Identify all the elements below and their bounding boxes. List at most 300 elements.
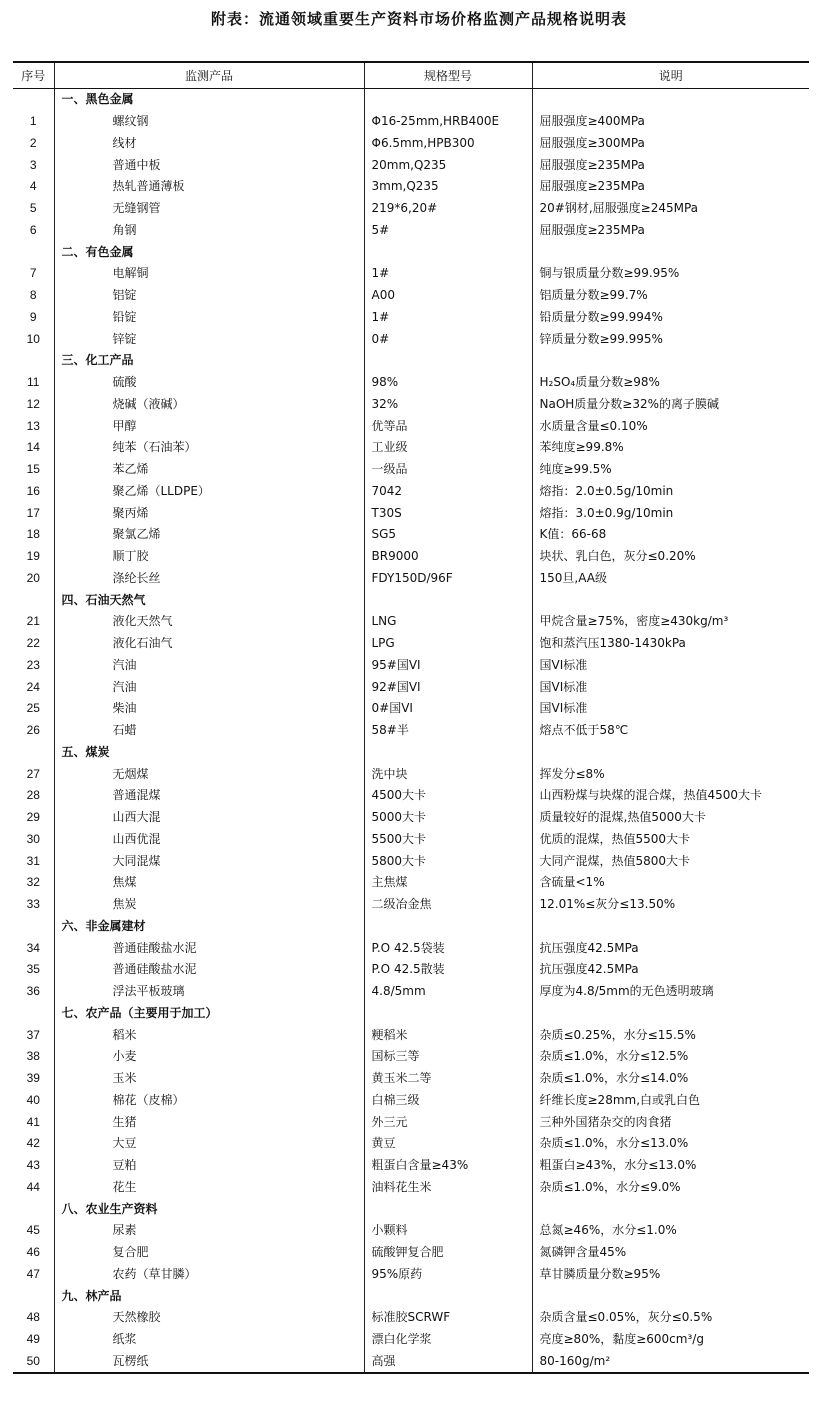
spec-model: 油料花生米 bbox=[364, 1177, 532, 1199]
row-number: 40 bbox=[26, 1092, 40, 1107]
description: 三种外国猪杂交的肉食猪 bbox=[532, 1111, 809, 1133]
category-row bbox=[13, 89, 809, 111]
product-name: 甲醇 bbox=[54, 415, 364, 437]
description: 20#钢材,屈服强度≥245MPa bbox=[532, 198, 809, 220]
table-row bbox=[13, 459, 809, 481]
spec-model: 58#半 bbox=[364, 720, 532, 742]
spec-model: FDY150D/96F bbox=[364, 568, 532, 590]
table-row bbox=[13, 720, 809, 742]
spec-model: 黄玉米二等 bbox=[364, 1068, 532, 1090]
spec-model: 硫酸钾复合肥 bbox=[364, 1242, 532, 1264]
description: 大同产混煤，热值5800大卡 bbox=[532, 850, 809, 872]
table-row bbox=[13, 1046, 809, 1068]
description: 杂质≤1.0%，水分≤14.0% bbox=[532, 1068, 809, 1090]
spec-model: 20mm,Q235 bbox=[364, 154, 532, 176]
spec-model: Φ16-25mm,HRB400E bbox=[364, 111, 532, 133]
row-number: 43 bbox=[26, 1158, 40, 1173]
spec-model: 外三元 bbox=[364, 1111, 532, 1133]
description: 抗压强度42.5MPa bbox=[532, 959, 809, 981]
row-number: 35 bbox=[26, 962, 40, 977]
description: 含硫量<1% bbox=[532, 872, 809, 894]
table-row bbox=[13, 546, 809, 568]
row-number: 15 bbox=[26, 462, 40, 477]
row-number: 37 bbox=[26, 1027, 40, 1042]
row-number: 2 bbox=[29, 135, 37, 150]
category-desc-cell bbox=[532, 241, 809, 263]
category-spec-cell bbox=[364, 241, 532, 263]
product-name: 聚丙烯 bbox=[54, 502, 364, 524]
description: 山西粉煤与块煤的混合煤，热值4500大卡 bbox=[532, 785, 809, 807]
spec-model: 0#国VI bbox=[364, 698, 532, 720]
category-row bbox=[13, 589, 809, 611]
table-row bbox=[13, 829, 809, 851]
category-row bbox=[13, 1003, 809, 1025]
table-row bbox=[13, 655, 809, 677]
row-number: 33 bbox=[26, 897, 40, 912]
spec-model: 92#国VI bbox=[364, 676, 532, 698]
table-row bbox=[13, 111, 809, 133]
row-number: 9 bbox=[29, 309, 37, 324]
spec-model: 二级冶金焦 bbox=[364, 894, 532, 916]
category-name: 八、农业生产资料 bbox=[54, 1198, 364, 1220]
category-desc-cell bbox=[532, 916, 809, 938]
table-row bbox=[13, 676, 809, 698]
product-name: 大同混煤 bbox=[54, 850, 364, 872]
description: 12.01%≤灰分≤13.50% bbox=[532, 894, 809, 916]
product-name: 豆粕 bbox=[54, 1155, 364, 1177]
description: 甲烷含量≥75%，密度≥430kg/m³ bbox=[532, 611, 809, 633]
category-spec-cell bbox=[364, 1198, 532, 1220]
product-name: 焦炭 bbox=[54, 894, 364, 916]
category-name: 二、有色金属 bbox=[54, 241, 364, 263]
spec-model: 高强 bbox=[364, 1351, 532, 1374]
table-row bbox=[13, 1242, 809, 1264]
category-spec-cell bbox=[364, 589, 532, 611]
product-name: 复合肥 bbox=[54, 1242, 364, 1264]
table-row bbox=[13, 894, 809, 916]
spec-model: 3mm,Q235 bbox=[364, 176, 532, 198]
table-row bbox=[13, 959, 809, 981]
product-name: 尿素 bbox=[54, 1220, 364, 1242]
table-row bbox=[13, 763, 809, 785]
product-name: 纸浆 bbox=[54, 1329, 364, 1351]
row-number: 16 bbox=[26, 483, 40, 498]
description: 杂质≤0.25%，水分≤15.5% bbox=[532, 1024, 809, 1046]
product-name: 烧碱（液碱） bbox=[54, 394, 364, 416]
description: 熔指：3.0±0.9g/10min bbox=[532, 502, 809, 524]
table-row bbox=[13, 1329, 809, 1351]
category-row bbox=[13, 350, 809, 372]
row-number: 7 bbox=[29, 266, 37, 281]
header-row bbox=[13, 62, 809, 89]
row-number: 32 bbox=[26, 875, 40, 890]
spec-model: SG5 bbox=[364, 524, 532, 546]
category-seq-cell bbox=[13, 742, 54, 764]
product-name: 汽油 bbox=[54, 655, 364, 677]
product-name: 山西优混 bbox=[54, 829, 364, 851]
category-name: 四、石油天然气 bbox=[54, 589, 364, 611]
category-spec-cell bbox=[364, 1003, 532, 1025]
description: 粗蛋白≥43%，水分≤13.0% bbox=[532, 1155, 809, 1177]
spec-model: 4.8/5mm bbox=[364, 981, 532, 1003]
row-number: 12 bbox=[26, 396, 40, 411]
table-row bbox=[13, 502, 809, 524]
description: 铅质量分数≥99.994% bbox=[532, 307, 809, 329]
table-row bbox=[13, 785, 809, 807]
row-number: 21 bbox=[26, 614, 40, 629]
spec-model: 1# bbox=[364, 307, 532, 329]
product-name: 柴油 bbox=[54, 698, 364, 720]
table-header bbox=[13, 62, 809, 89]
spec-model: 32% bbox=[364, 394, 532, 416]
description: 饱和蒸汽压1380-1430kPa bbox=[532, 633, 809, 655]
description: 铜与银质量分数≥99.95% bbox=[532, 263, 809, 285]
category-spec-cell bbox=[364, 742, 532, 764]
table-row bbox=[13, 937, 809, 959]
table-row bbox=[13, 481, 809, 503]
category-seq-cell bbox=[13, 1285, 54, 1307]
description: H₂SO₄质量分数≥98% bbox=[532, 372, 809, 394]
row-number: 26 bbox=[26, 723, 40, 738]
category-desc-cell bbox=[532, 742, 809, 764]
table-row bbox=[13, 698, 809, 720]
table-row bbox=[13, 1155, 809, 1177]
table-row bbox=[13, 1264, 809, 1286]
spec-model: 小颗料 bbox=[364, 1220, 532, 1242]
category-spec-cell bbox=[364, 89, 532, 111]
product-name: 棉花（皮棉） bbox=[54, 1090, 364, 1112]
row-number: 39 bbox=[26, 1071, 40, 1086]
description: 块状、乳白色，灰分≤0.20% bbox=[532, 546, 809, 568]
table-row bbox=[13, 1307, 809, 1329]
spec-model: 98% bbox=[364, 372, 532, 394]
row-number: 29 bbox=[26, 810, 40, 825]
description: 抗压强度42.5MPa bbox=[532, 937, 809, 959]
description: 屈服强度≥300MPa bbox=[532, 133, 809, 155]
product-name: 天然橡胶 bbox=[54, 1307, 364, 1329]
category-seq-cell bbox=[13, 1198, 54, 1220]
spec-model: A00 bbox=[364, 285, 532, 307]
category-name: 五、煤炭 bbox=[54, 742, 364, 764]
spec-model: P.O 42.5散装 bbox=[364, 959, 532, 981]
spec-model: 标准胶SCRWF bbox=[364, 1307, 532, 1329]
category-seq-cell bbox=[13, 89, 54, 111]
row-number: 48 bbox=[26, 1310, 40, 1325]
row-number: 27 bbox=[26, 766, 40, 781]
spec-model: Φ6.5mm,HPB300 bbox=[364, 133, 532, 155]
row-number: 20 bbox=[26, 570, 40, 585]
product-name: 农药（草甘膦） bbox=[54, 1264, 364, 1286]
category-name: 七、农产品（主要用于加工） bbox=[54, 1003, 364, 1025]
row-number: 34 bbox=[26, 940, 40, 955]
category-desc-cell bbox=[532, 89, 809, 111]
table-row bbox=[13, 850, 809, 872]
description: 屈服强度≥235MPa bbox=[532, 176, 809, 198]
product-name: 无缝钢管 bbox=[54, 198, 364, 220]
spec-model: 漂白化学浆 bbox=[364, 1329, 532, 1351]
category-row bbox=[13, 916, 809, 938]
table-body bbox=[13, 89, 809, 1374]
table-row bbox=[13, 372, 809, 394]
row-number: 6 bbox=[29, 222, 37, 237]
description: 厚度为4.8/5mm的无色透明玻璃 bbox=[532, 981, 809, 1003]
description: 总氮≥46%，水分≤1.0% bbox=[532, 1220, 809, 1242]
spec-model: 优等品 bbox=[364, 415, 532, 437]
row-number: 50 bbox=[13, 1351, 54, 1374]
spec-table bbox=[13, 61, 809, 1374]
row-number: 23 bbox=[26, 657, 40, 672]
product-name: 涤纶长丝 bbox=[54, 568, 364, 590]
table-row bbox=[13, 1177, 809, 1199]
product-name: 普通硅酸盐水泥 bbox=[54, 959, 364, 981]
table-row bbox=[13, 394, 809, 416]
product-name: 线材 bbox=[54, 133, 364, 155]
table-row bbox=[13, 524, 809, 546]
product-name: 无烟煤 bbox=[54, 763, 364, 785]
product-name: 山西大混 bbox=[54, 807, 364, 829]
description: 优质的混煤，热值5500大卡 bbox=[532, 829, 809, 851]
category-desc-cell bbox=[532, 350, 809, 372]
spec-model: 一级品 bbox=[364, 459, 532, 481]
spec-model: 白棉三级 bbox=[364, 1090, 532, 1112]
product-name: 苯乙烯 bbox=[54, 459, 364, 481]
header-seq: 序号 bbox=[13, 62, 54, 89]
description: 锌质量分数≥99.995% bbox=[532, 328, 809, 350]
description: 杂质≤1.0%，水分≤12.5% bbox=[532, 1046, 809, 1068]
product-name: 花生 bbox=[54, 1177, 364, 1199]
category-desc-cell bbox=[532, 1198, 809, 1220]
description: 屈服强度≥235MPa bbox=[532, 154, 809, 176]
category-seq-cell bbox=[13, 916, 54, 938]
spec-model: 洗中块 bbox=[364, 763, 532, 785]
product-name: 电解铜 bbox=[54, 263, 364, 285]
table-row bbox=[13, 198, 809, 220]
description: 熔点不低于58℃ bbox=[532, 720, 809, 742]
row-number: 14 bbox=[26, 440, 40, 455]
product-name: 玉米 bbox=[54, 1068, 364, 1090]
table-row bbox=[13, 220, 809, 242]
product-name: 硫酸 bbox=[54, 372, 364, 394]
spec-model: LNG bbox=[364, 611, 532, 633]
row-number: 19 bbox=[26, 549, 40, 564]
category-name: 六、非金属建材 bbox=[54, 916, 364, 938]
description: 杂质≤1.0%，水分≤13.0% bbox=[532, 1133, 809, 1155]
category-seq-cell bbox=[13, 350, 54, 372]
spec-model: 5# bbox=[364, 220, 532, 242]
row-number: 10 bbox=[26, 331, 40, 346]
product-name: 浮法平板玻璃 bbox=[54, 981, 364, 1003]
table-row bbox=[13, 328, 809, 350]
category-seq-cell bbox=[13, 589, 54, 611]
spec-model: T30S bbox=[364, 502, 532, 524]
description: NaOH质量分数≥32%的离子膜碱 bbox=[532, 394, 809, 416]
row-number: 36 bbox=[26, 984, 40, 999]
table-row bbox=[13, 263, 809, 285]
category-name: 九、林产品 bbox=[54, 1285, 364, 1307]
row-number: 46 bbox=[26, 1245, 40, 1260]
product-name: 顺丁胶 bbox=[54, 546, 364, 568]
category-spec-cell bbox=[364, 1285, 532, 1307]
table-row bbox=[13, 415, 809, 437]
spec-model: 5800大卡 bbox=[364, 850, 532, 872]
table-row bbox=[13, 807, 809, 829]
description: 150旦,AA级 bbox=[532, 568, 809, 590]
row-number: 45 bbox=[26, 1223, 40, 1238]
product-name: 瓦楞纸 bbox=[54, 1351, 364, 1374]
spec-model: 5500大卡 bbox=[364, 829, 532, 851]
spec-model: 4500大卡 bbox=[364, 785, 532, 807]
spec-model: 95#国VI bbox=[364, 655, 532, 677]
row-number: 24 bbox=[26, 679, 40, 694]
product-name: 铅锭 bbox=[54, 307, 364, 329]
spec-model: 219*6,20# bbox=[364, 198, 532, 220]
row-number: 44 bbox=[26, 1179, 40, 1194]
row-number: 49 bbox=[26, 1332, 40, 1347]
row-number: 22 bbox=[26, 636, 40, 651]
table-row bbox=[13, 285, 809, 307]
category-spec-cell bbox=[364, 350, 532, 372]
table-row bbox=[13, 633, 809, 655]
row-number: 18 bbox=[26, 527, 40, 542]
table-row bbox=[13, 1068, 809, 1090]
table-row bbox=[13, 1133, 809, 1155]
product-name: 角钢 bbox=[54, 220, 364, 242]
table-row bbox=[13, 1111, 809, 1133]
description: 屈服强度≥400MPa bbox=[532, 111, 809, 133]
table-row bbox=[13, 176, 809, 198]
table-row bbox=[13, 872, 809, 894]
spec-model: 95%原药 bbox=[364, 1264, 532, 1286]
spec-model: 工业级 bbox=[364, 437, 532, 459]
product-name: 生猪 bbox=[54, 1111, 364, 1133]
row-number: 13 bbox=[26, 418, 40, 433]
table-row bbox=[13, 1090, 809, 1112]
category-seq-cell bbox=[13, 1003, 54, 1025]
row-number: 1 bbox=[29, 114, 37, 129]
product-name: 锌锭 bbox=[54, 328, 364, 350]
row-number: 5 bbox=[29, 201, 37, 216]
product-name: 大豆 bbox=[54, 1133, 364, 1155]
description: 熔指：2.0±0.5g/10min bbox=[532, 481, 809, 503]
spec-model: 5000大卡 bbox=[364, 807, 532, 829]
product-name: 稻米 bbox=[54, 1024, 364, 1046]
spec-model: 1# bbox=[364, 263, 532, 285]
row-number: 17 bbox=[26, 505, 40, 520]
product-name: 螺纹钢 bbox=[54, 111, 364, 133]
product-name: 普通中板 bbox=[54, 154, 364, 176]
row-number: 4 bbox=[29, 179, 37, 194]
spec-model: BR9000 bbox=[364, 546, 532, 568]
description: 杂质≤1.0%，水分≤9.0% bbox=[532, 1177, 809, 1199]
table-row bbox=[13, 307, 809, 329]
spec-model: P.O 42.5袋装 bbox=[364, 937, 532, 959]
table-row bbox=[13, 611, 809, 633]
category-desc-cell bbox=[532, 1003, 809, 1025]
row-number: 25 bbox=[26, 701, 40, 716]
product-name: 铝锭 bbox=[54, 285, 364, 307]
description: K值：66-68 bbox=[532, 524, 809, 546]
document-title: 附表：流通领域重要生产资料市场价格监测产品规格说明表 bbox=[210, 10, 627, 28]
row-number: 28 bbox=[26, 788, 40, 803]
spec-model: 粗蛋白含量≥43% bbox=[364, 1155, 532, 1177]
description: 纤维长度≥28mm,白或乳白色 bbox=[532, 1090, 809, 1112]
description: 国VI标准 bbox=[532, 698, 809, 720]
row-number: 42 bbox=[26, 1136, 40, 1151]
product-name: 小麦 bbox=[54, 1046, 364, 1068]
product-name: 液化天然气 bbox=[54, 611, 364, 633]
row-number: 3 bbox=[29, 157, 37, 172]
table-row bbox=[13, 568, 809, 590]
description: 氮磷钾含量45% bbox=[532, 1242, 809, 1264]
table-row bbox=[13, 437, 809, 459]
description: 质量较好的混煤,热值5000大卡 bbox=[532, 807, 809, 829]
category-name: 一、黑色金属 bbox=[54, 89, 364, 111]
spec-model: 黄豆 bbox=[364, 1133, 532, 1155]
description: 80-160g/m² bbox=[532, 1351, 809, 1374]
spec-model: 7042 bbox=[364, 481, 532, 503]
table-row bbox=[13, 1351, 809, 1374]
header-spec: 规格型号 bbox=[364, 62, 532, 89]
description: 草甘膦质量分数≥95% bbox=[532, 1264, 809, 1286]
category-desc-cell bbox=[532, 589, 809, 611]
product-name: 聚乙烯（LLDPE） bbox=[54, 481, 364, 503]
category-name: 三、化工产品 bbox=[54, 350, 364, 372]
description: 水质量含量≤0.10% bbox=[532, 415, 809, 437]
category-row bbox=[13, 742, 809, 764]
header-product: 监测产品 bbox=[54, 62, 364, 89]
description: 国VI标准 bbox=[532, 655, 809, 677]
category-row bbox=[13, 1198, 809, 1220]
row-number: 8 bbox=[29, 288, 37, 303]
table-row bbox=[13, 1220, 809, 1242]
spec-model: 粳稻米 bbox=[364, 1024, 532, 1046]
row-number: 41 bbox=[26, 1114, 40, 1129]
product-name: 普通混煤 bbox=[54, 785, 364, 807]
description: 纯度≥99.5% bbox=[532, 459, 809, 481]
product-name: 聚氯乙烯 bbox=[54, 524, 364, 546]
category-spec-cell bbox=[364, 916, 532, 938]
category-seq-cell bbox=[13, 241, 54, 263]
product-name: 热轧普通薄板 bbox=[54, 176, 364, 198]
description: 铝质量分数≥99.7% bbox=[532, 285, 809, 307]
description: 挥发分≤8% bbox=[532, 763, 809, 785]
description: 杂质含量≤0.05%，灰分≤0.5% bbox=[532, 1307, 809, 1329]
row-number: 11 bbox=[27, 375, 40, 390]
spec-model: 国标三等 bbox=[364, 1046, 532, 1068]
spec-model: LPG bbox=[364, 633, 532, 655]
product-name: 焦煤 bbox=[54, 872, 364, 894]
header-desc: 说明 bbox=[532, 62, 809, 89]
table-row bbox=[13, 981, 809, 1003]
table-row bbox=[13, 154, 809, 176]
row-number: 31 bbox=[26, 853, 40, 868]
category-row bbox=[13, 1285, 809, 1307]
table-row bbox=[13, 133, 809, 155]
description: 屈服强度≥235MPa bbox=[532, 220, 809, 242]
product-name: 石蜡 bbox=[54, 720, 364, 742]
category-row bbox=[13, 241, 809, 263]
category-desc-cell bbox=[532, 1285, 809, 1307]
spec-model: 0# bbox=[364, 328, 532, 350]
row-number: 38 bbox=[26, 1049, 40, 1064]
product-name: 纯苯（石油苯） bbox=[54, 437, 364, 459]
product-name: 汽油 bbox=[54, 676, 364, 698]
spec-model: 主焦煤 bbox=[364, 872, 532, 894]
description: 苯纯度≥99.8% bbox=[532, 437, 809, 459]
product-name: 液化石油气 bbox=[54, 633, 364, 655]
table-row bbox=[13, 1024, 809, 1046]
product-name: 普通硅酸盐水泥 bbox=[54, 937, 364, 959]
